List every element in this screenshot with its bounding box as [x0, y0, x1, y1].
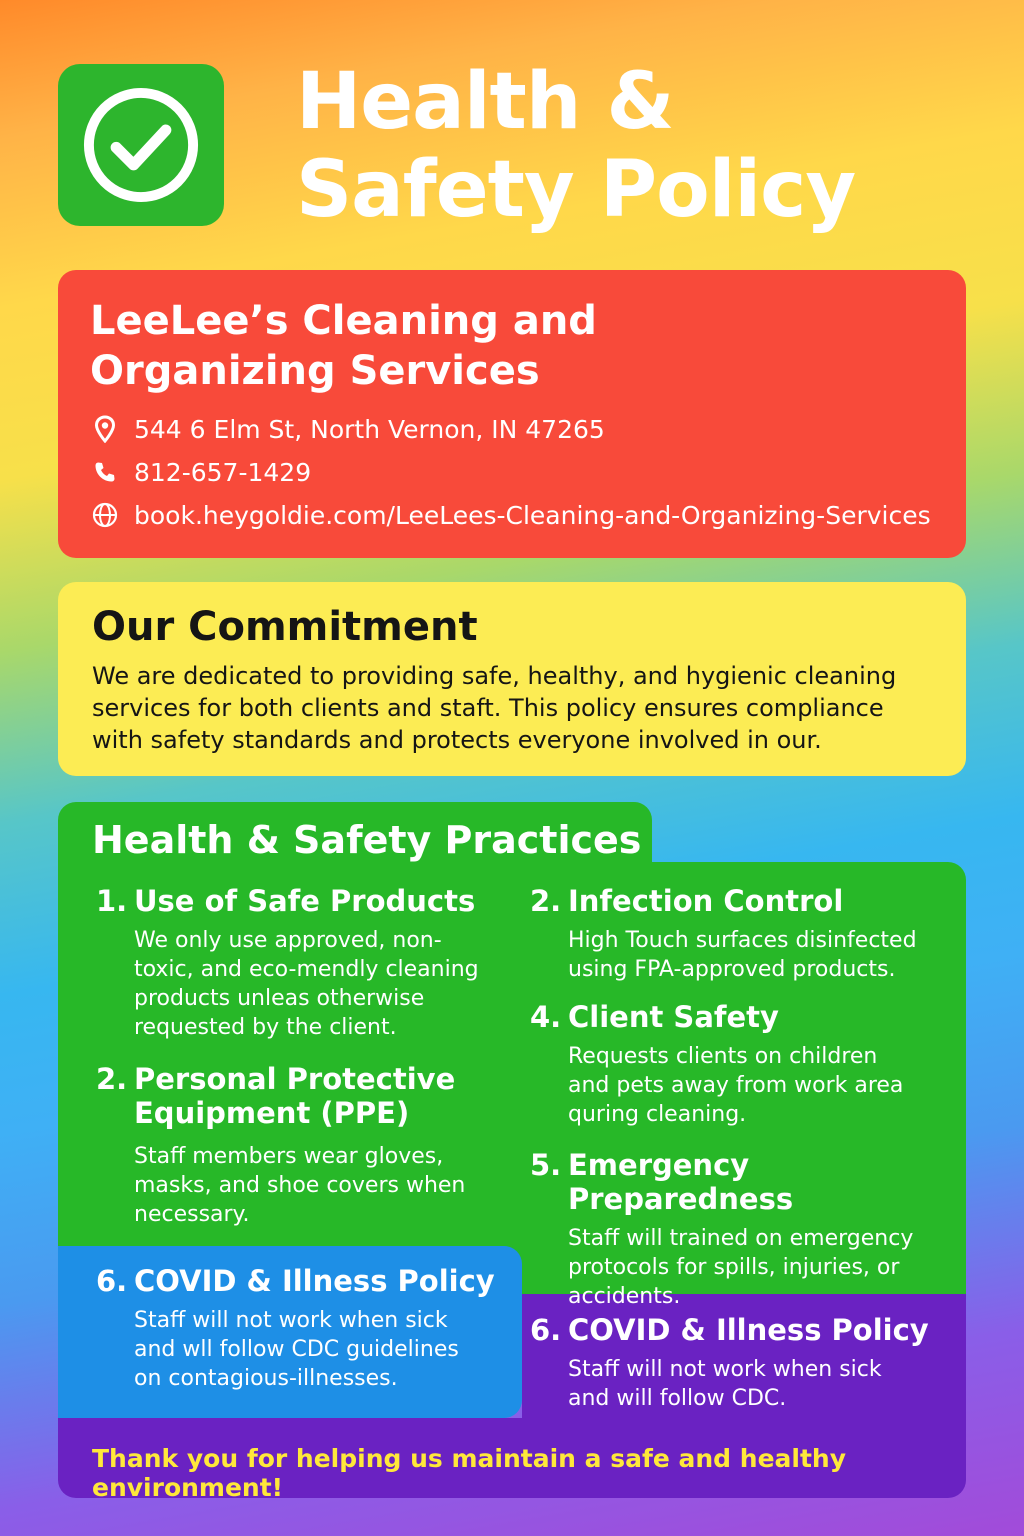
item-title-line-2: Equipment (PPE)	[134, 1096, 410, 1130]
desc-line: Staff members wear gloves,	[134, 1144, 444, 1169]
check-circle-icon	[79, 83, 203, 207]
desc-line: on contagious-illnesses.	[134, 1366, 398, 1391]
address-text: 544 6 Elm St, North Vernon, IN 47265	[134, 414, 605, 444]
desc-line: High Touch surfaces disinfected	[568, 928, 917, 953]
item-title: Use of Safe Products	[134, 884, 476, 918]
business-name	[90, 296, 710, 396]
item-number: 5.	[530, 1148, 562, 1182]
item-description	[134, 1306, 506, 1393]
item-description	[134, 926, 506, 1042]
commitment-line-2: services for both clients and staft. This policy ensures compliance	[92, 694, 884, 722]
thank-you-message: Thank you for helping us maintain a safe and healthy environment!	[92, 1444, 847, 1502]
phone-text[interactable]: 812-657-1429	[134, 457, 312, 487]
item-number: 2.	[96, 1062, 128, 1096]
desc-line: Staff will trained on emergency	[568, 1226, 914, 1251]
item-description	[568, 1355, 950, 1413]
commitment-card	[58, 582, 966, 776]
desc-line: Requests clients on children	[568, 1044, 878, 1069]
desc-line: Staff will not work when sick	[134, 1308, 448, 1333]
globe-icon	[90, 500, 120, 530]
desc-line: protocols for spills, injuries, or	[568, 1255, 900, 1280]
practice-item-ppe	[96, 1062, 506, 1229]
website-link[interactable]: book.heygoldie.com/LeeLees-Cleaning-and-Organizing-Services	[134, 500, 931, 530]
practice-item-infection-control	[530, 884, 950, 984]
item-title: Client Safety	[568, 1000, 779, 1034]
page-title	[296, 58, 996, 234]
item-title: COVID & Illness Policy	[134, 1264, 495, 1298]
desc-line: masks, and shoe covers when	[134, 1173, 466, 1198]
address-row	[90, 414, 605, 444]
item-number: 1.	[96, 884, 128, 918]
phone-row	[90, 457, 311, 487]
item-number: 6.	[530, 1313, 562, 1347]
desc-line: and pets away from work area	[568, 1073, 904, 1098]
item-title: Emergency Preparedness	[568, 1148, 794, 1216]
title-line-2: Safety Policy	[296, 145, 856, 235]
practice-item-emergency	[530, 1148, 960, 1311]
business-name-line-1: LeeLee’s Cleaning and	[90, 298, 597, 344]
commitment-text	[92, 660, 952, 756]
practice-item-client-safety	[530, 1000, 950, 1129]
desc-line: We only use approved, non-	[134, 928, 442, 953]
desc-line: necessary.	[134, 1202, 250, 1227]
phone-icon	[90, 457, 120, 487]
item-number: 2.	[530, 884, 562, 918]
practice-item-safe-products	[96, 884, 506, 1042]
item-title	[134, 1062, 455, 1130]
item-title: COVID & Illness Policy	[568, 1313, 929, 1347]
item-number: 4.	[530, 1000, 562, 1034]
website-row	[90, 500, 931, 530]
commitment-line-1: We are dedicated to providing safe, healthy, and hygienic cleaning	[92, 662, 897, 690]
title-line-1: Health &	[296, 57, 674, 147]
item-description	[568, 926, 950, 984]
logo-badge	[58, 64, 224, 226]
desc-line: Staff will not work when sick	[568, 1357, 882, 1382]
item-description	[134, 1142, 506, 1229]
item-description	[568, 1042, 950, 1129]
desc-line: and will follow CDC.	[568, 1386, 787, 1411]
desc-line: requested by the client.	[134, 1015, 397, 1040]
desc-line: toxic, and eco-mendly cleaning	[134, 957, 479, 982]
commitment-line-3: with safety standards and protects everyone involved in our.	[92, 726, 822, 754]
business-info-card	[58, 270, 966, 558]
desc-line: using FPA-approved products.	[568, 957, 896, 982]
practice-item-covid-left	[96, 1264, 506, 1393]
map-pin-icon	[90, 414, 120, 444]
item-number: 6.	[96, 1264, 128, 1298]
business-name-line-2: Organizing Services	[90, 348, 540, 394]
desc-line: products unleas otherwise	[134, 986, 425, 1011]
desc-line: quring cleaning.	[568, 1102, 747, 1127]
item-title: Infection Control	[568, 884, 844, 918]
item-title-line-1: Personal Protective	[134, 1062, 456, 1096]
desc-line: accidents.	[568, 1284, 681, 1309]
practices-heading: Health & Safety Practices	[92, 818, 642, 862]
practice-item-covid-right	[530, 1313, 950, 1413]
desc-line: and wll follow CDC guidelines	[134, 1337, 459, 1362]
commitment-heading: Our Commitment	[92, 604, 478, 650]
item-description	[568, 1224, 960, 1311]
